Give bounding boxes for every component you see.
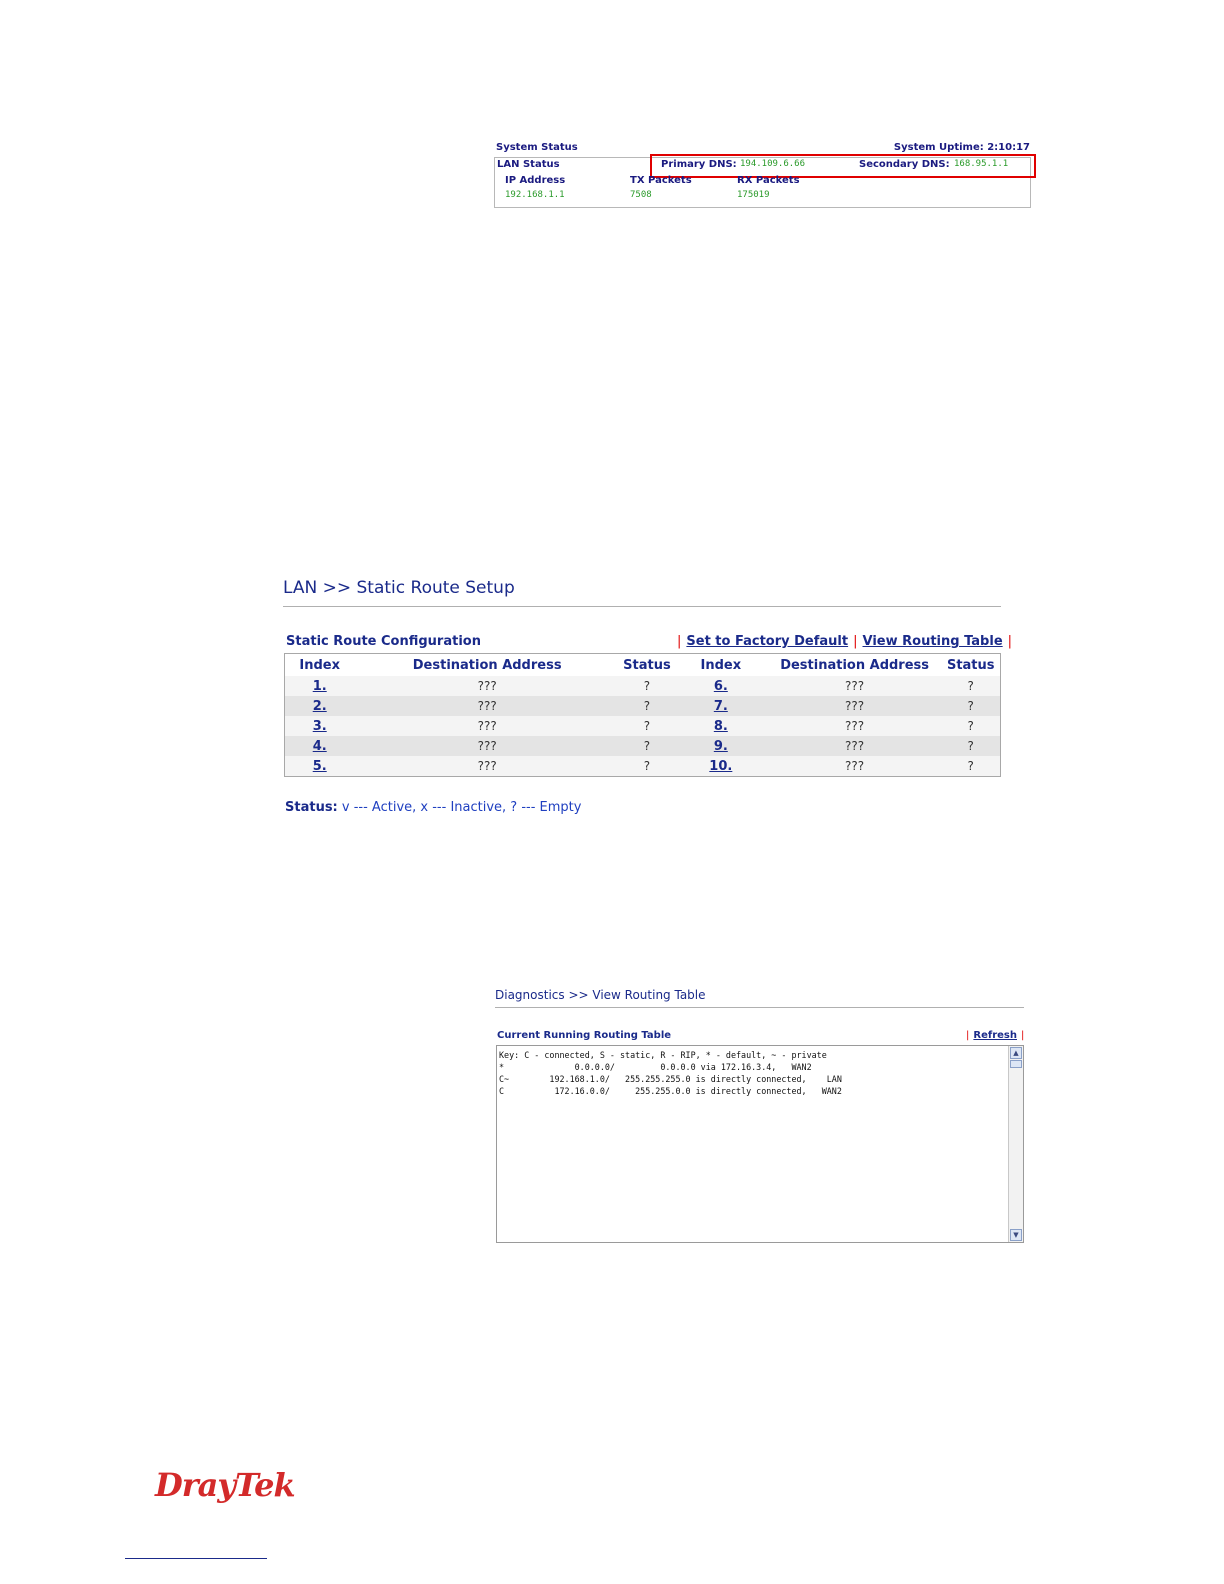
destination-cell: ???: [768, 696, 942, 716]
static-route-config-title: Static Route Configuration: [286, 634, 481, 649]
index-header: Index: [700, 657, 742, 673]
draytek-logo: DrayTek: [155, 1466, 295, 1504]
route-index-link[interactable]: 4.: [312, 738, 327, 754]
status-cell: ?: [620, 676, 674, 696]
view-routing-table-link[interactable]: View Routing Table: [862, 634, 1003, 649]
routing-table-title: Current Running Routing Table: [497, 1030, 672, 1041]
table-row: [285, 736, 1001, 756]
routing-line: Key: C - connected, S - static, R - RIP, * - default, ~ - private: [499, 1050, 827, 1060]
status-cell: ?: [941, 736, 1000, 756]
vertical-scrollbar[interactable]: [1008, 1046, 1023, 1242]
system-status-panel: [494, 142, 1036, 208]
route-index-link[interactable]: 3.: [312, 718, 327, 734]
scroll-thumb[interactable]: [1010, 1060, 1022, 1068]
route-index-link[interactable]: 7.: [713, 698, 728, 714]
index-header: Index: [299, 657, 341, 673]
route-index-link[interactable]: 6.: [713, 678, 728, 694]
route-index-link[interactable]: 8.: [713, 718, 728, 734]
scroll-up-icon[interactable]: ▲: [1010, 1047, 1022, 1059]
lan-status-label: LAN Status: [497, 159, 560, 170]
ip-address-header: IP Address: [505, 175, 566, 186]
table-row: [285, 716, 1001, 736]
link-separator: |: [853, 634, 858, 649]
secondary-dns-value: 168.95.1.1: [954, 159, 1009, 169]
destination-cell: ???: [768, 736, 942, 756]
routing-table-links: [962, 1030, 1028, 1041]
link-separator: |: [677, 634, 682, 649]
status-legend: [285, 800, 581, 815]
table-header-row: [285, 654, 1001, 677]
primary-dns-label: Primary DNS:: [661, 159, 737, 170]
rx-packets-value: 175019: [737, 190, 770, 200]
static-route-table: [284, 653, 1001, 777]
static-route-links: [672, 634, 1017, 649]
tx-packets-value: 7508: [630, 190, 652, 200]
destination-cell: ???: [354, 736, 620, 756]
status-cell: ?: [941, 696, 1000, 716]
table-row: [285, 676, 1001, 696]
system-uptime: System Uptime: 2:10:17: [893, 142, 1030, 153]
routing-line: * 0.0.0.0/ 0.0.0.0 via 172.16.3.4, WAN2: [499, 1062, 812, 1072]
routing-table-textarea[interactable]: [496, 1045, 1024, 1243]
route-index-link[interactable]: 1.: [312, 678, 327, 694]
status-cell: ?: [620, 736, 674, 756]
status-cell: ?: [941, 676, 1000, 696]
table-row: [285, 756, 1001, 777]
route-index-link[interactable]: 5.: [312, 758, 327, 774]
secondary-dns-label: Secondary DNS:: [859, 159, 950, 170]
destination-cell: ???: [354, 676, 620, 696]
status-cell: ?: [620, 696, 674, 716]
status-header: Status: [623, 657, 671, 673]
destination-cell: ???: [768, 756, 942, 777]
table-row: [285, 696, 1001, 716]
refresh-link[interactable]: Refresh: [973, 1030, 1017, 1041]
destination-cell: ???: [354, 756, 620, 777]
ip-address-value: 192.168.1.1: [505, 190, 565, 200]
rx-packets-header: RX Packets: [737, 175, 800, 186]
status-cell: ?: [620, 756, 674, 777]
route-index-link[interactable]: 2.: [312, 698, 327, 714]
title-divider: [283, 606, 1001, 607]
footer-divider: [125, 1558, 267, 1559]
primary-dns-value: 194.109.6.66: [740, 159, 806, 169]
scroll-down-icon[interactable]: ▼: [1010, 1229, 1022, 1241]
link-separator: |: [1021, 1030, 1025, 1041]
route-index-link[interactable]: 9.: [713, 738, 728, 754]
destination-address-header: Destination Address: [412, 657, 562, 673]
tx-packets-header: TX Packets: [630, 175, 692, 186]
title-divider: [495, 1007, 1024, 1008]
status-header: Status: [946, 657, 995, 673]
destination-cell: ???: [354, 716, 620, 736]
link-separator: |: [966, 1030, 970, 1041]
destination-cell: ???: [768, 716, 942, 736]
route-index-link[interactable]: 10.: [709, 758, 733, 774]
status-legend-label: Status:: [285, 800, 338, 815]
destination-cell: ???: [768, 676, 942, 696]
static-route-page-title: LAN >> Static Route Setup: [283, 578, 515, 598]
system-status-title: System Status: [496, 142, 578, 153]
link-separator: |: [1007, 634, 1013, 649]
routing-table-text: [499, 1049, 842, 1097]
status-cell: ?: [941, 716, 1000, 736]
set-factory-default-link[interactable]: Set to Factory Default: [686, 634, 849, 649]
destination-cell: ???: [354, 696, 620, 716]
status-legend-text: v --- Active, x --- Inactive, ? --- Empty: [341, 800, 582, 815]
diagnostics-page-title: Diagnostics >> View Routing Table: [495, 988, 706, 1002]
status-cell: ?: [620, 716, 674, 736]
routing-line: C~ 192.168.1.0/ 255.255.255.0 is directly connected, LAN: [499, 1074, 842, 1084]
routing-line: C 172.16.0.0/ 255.255.0.0 is directly connected, WAN2: [499, 1086, 842, 1096]
status-cell: ?: [941, 756, 1000, 777]
destination-address-header: Destination Address: [780, 657, 930, 673]
